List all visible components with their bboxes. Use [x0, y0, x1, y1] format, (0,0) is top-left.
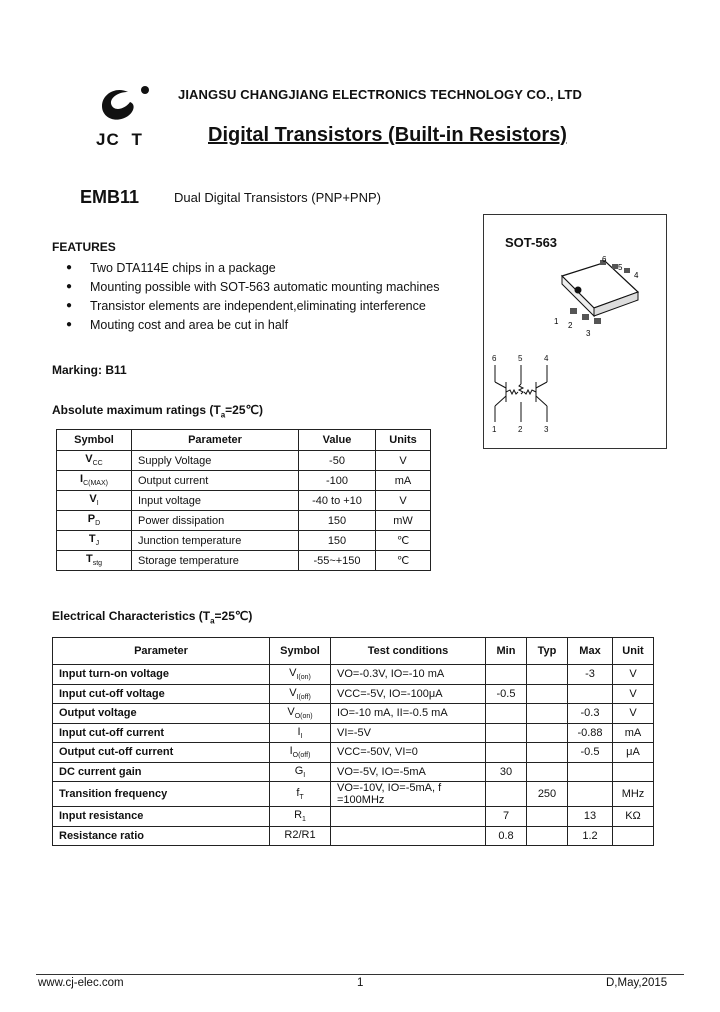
table-row — [53, 704, 654, 724]
parameter-cell: DC current gain — [53, 762, 270, 782]
value-cell: -40 to +10 — [299, 491, 376, 511]
symbol-cell: $I_{O(off)}$ — [270, 743, 331, 763]
part-description: Dual Digital Transistors (PNP+PNP) — [174, 190, 381, 205]
column-header: Min — [486, 638, 527, 665]
table-row — [57, 531, 431, 551]
table-row — [57, 551, 431, 571]
unit-cell: KΩ — [613, 807, 654, 827]
max-cell — [568, 684, 613, 704]
part-number: EMB11 — [80, 187, 140, 207]
symbol-cell: $T_J$ — [57, 531, 132, 551]
unit-cell: μA — [613, 743, 654, 763]
pin-label: 2 — [518, 425, 523, 434]
unit-cell: mW — [376, 511, 431, 531]
footer-website: www.cj-elec.com — [38, 977, 124, 989]
features-heading: FEATURES — [52, 240, 116, 254]
symbol-cell: $T_{stg}$ — [57, 551, 132, 571]
abs-max-heading: Absolute maximum ratings $(T_a=25℃)$ — [52, 403, 263, 420]
symbol-cell: R2/R1 — [270, 826, 331, 846]
typ-cell — [527, 704, 568, 724]
symbol-cell: $I_{C(MAX)}$ — [57, 471, 132, 491]
max-cell: -0.3 — [568, 704, 613, 724]
company-logo — [92, 82, 156, 130]
symbol-cell: $V_{I(on)}$ — [270, 665, 331, 685]
condition-cell: VO=-10V, IO=-5mA, f =100MHz — [331, 782, 486, 807]
typ-cell — [527, 826, 568, 846]
column-header: Value — [299, 430, 376, 451]
parameter-cell: Junction temperature — [132, 531, 299, 551]
min-cell — [486, 743, 527, 763]
condition-cell: VI=-5V — [331, 723, 486, 743]
unit-cell: ℃ — [376, 551, 431, 571]
table-header-row — [53, 638, 654, 665]
pin-label: 4 — [544, 354, 549, 363]
unit-cell: V — [613, 704, 654, 724]
feature-item: ● Transistor elements are independent,eliminating interference — [66, 298, 426, 313]
unit-cell: mA — [613, 723, 654, 743]
column-header: Parameter — [132, 430, 299, 451]
bullet-icon: ● — [66, 319, 73, 330]
value-cell: 150 — [299, 511, 376, 531]
parameter-cell: Input turn-on voltage — [53, 665, 270, 685]
column-header: Parameter — [53, 638, 270, 665]
unit-cell — [613, 762, 654, 782]
table-row — [53, 665, 654, 685]
pin-label: 1 — [492, 425, 497, 434]
parameter-cell: Output cut-off current — [53, 743, 270, 763]
parameter-cell: Storage temperature — [132, 551, 299, 571]
parameter-cell: Transition frequency — [53, 782, 270, 807]
value-cell: 150 — [299, 531, 376, 551]
max-cell — [568, 782, 613, 807]
table-row — [53, 782, 654, 807]
feature-item: ● Mounting possible with SOT-563 automatic mounting machines — [66, 279, 440, 294]
parameter-cell: Input resistance — [53, 807, 270, 827]
unit-cell: MHz — [613, 782, 654, 807]
typ-cell — [527, 743, 568, 763]
typ-cell: 250 — [527, 782, 568, 807]
unit-cell: mA — [376, 471, 431, 491]
min-cell: 7 — [486, 807, 527, 827]
marking: Marking: B11 — [52, 363, 127, 377]
column-header: Symbol — [270, 638, 331, 665]
parameter-cell: Input cut-off current — [53, 723, 270, 743]
table-row — [53, 723, 654, 743]
symbol-cell: $R_1$ — [270, 807, 331, 827]
max-cell: -0.5 — [568, 743, 613, 763]
unit-cell: V — [376, 451, 431, 471]
pin-label: 4 — [634, 271, 639, 280]
table-row — [53, 807, 654, 827]
feature-item: ● Mouting cost and area be cut in half — [66, 317, 289, 332]
max-cell — [568, 762, 613, 782]
logo-text: JC T — [96, 130, 143, 149]
parameter-cell: Supply Voltage — [132, 451, 299, 471]
condition-cell: VO=-5V, IO=-5mA — [331, 762, 486, 782]
symbol-cell: $V_{CC}$ — [57, 451, 132, 471]
symbol-cell: $V_{O(on)}$ — [270, 704, 331, 724]
bullet-icon: ● — [66, 300, 73, 311]
symbol-cell: $V_I$ — [57, 491, 132, 511]
table-row — [53, 826, 654, 846]
unit-cell: ℃ — [376, 531, 431, 551]
typ-cell — [527, 684, 568, 704]
column-header: Max — [568, 638, 613, 665]
footer-divider — [36, 974, 684, 975]
parameter-cell: Input cut-off voltage — [53, 684, 270, 704]
footer-page-number: 1 — [357, 977, 364, 989]
value-cell: -55~+150 — [299, 551, 376, 571]
condition-cell — [331, 807, 486, 827]
pin-label: 5 — [518, 354, 523, 363]
bullet-icon: ● — [66, 262, 73, 273]
typ-cell — [527, 762, 568, 782]
package-label: SOT-563 — [505, 235, 558, 250]
feature-item: ● Two DTA114E chips in a package — [66, 260, 276, 275]
elec-heading: Electrical Characteristics $(T_a=25℃)$ — [52, 609, 253, 626]
unit-cell: V — [376, 491, 431, 511]
unit-cell — [613, 826, 654, 846]
package-drawing — [548, 254, 648, 338]
parameter-cell: Output voltage — [53, 704, 270, 724]
pin-label: 1 — [554, 317, 559, 326]
column-header: Units — [376, 430, 431, 451]
symbol-cell: $I_I$ — [270, 723, 331, 743]
pin-label: 2 — [568, 321, 573, 330]
table-row — [57, 451, 431, 471]
typ-cell — [527, 723, 568, 743]
pin-label: 3 — [586, 329, 591, 338]
typ-cell — [527, 807, 568, 827]
column-header: Unit — [613, 638, 654, 665]
table-row — [53, 684, 654, 704]
min-cell: 30 — [486, 762, 527, 782]
bullet-icon: ● — [66, 281, 73, 292]
max-cell: 1.2 — [568, 826, 613, 846]
min-cell — [486, 665, 527, 685]
unit-cell: V — [613, 684, 654, 704]
abs-max-table — [56, 429, 431, 571]
table-row — [53, 762, 654, 782]
pin-label: 5 — [618, 263, 623, 272]
symbol-cell: $P_D$ — [57, 511, 132, 531]
max-cell: -0.88 — [568, 723, 613, 743]
elec-table — [52, 637, 654, 846]
unit-cell: V — [613, 665, 654, 685]
condition-cell: VCC=-5V, IO=-100μA — [331, 684, 486, 704]
min-cell — [486, 723, 527, 743]
max-cell: -3 — [568, 665, 613, 685]
pin-label: 6 — [602, 255, 607, 264]
features-list — [66, 258, 440, 334]
pin-label: 3 — [544, 425, 549, 434]
table-row — [53, 743, 654, 763]
parameter-cell: Output current — [132, 471, 299, 491]
column-header: Typ — [527, 638, 568, 665]
min-cell — [486, 782, 527, 807]
table-row — [57, 491, 431, 511]
table-row — [57, 471, 431, 491]
condition-cell: VO=-0.3V, IO=-10 mA — [331, 665, 486, 685]
typ-cell — [527, 665, 568, 685]
min-cell: 0.8 — [486, 826, 527, 846]
min-cell — [486, 704, 527, 724]
footer-date: D,May,2015 — [606, 977, 668, 989]
page-title: Digital Transistors (Built-in Resistors) — [208, 124, 567, 146]
symbol-cell: $f_T$ — [270, 782, 331, 807]
value-cell: -50 — [299, 451, 376, 471]
condition-cell — [331, 826, 486, 846]
parameter-cell: Resistance ratio — [53, 826, 270, 846]
symbol-cell: $V_{I(off)}$ — [270, 684, 331, 704]
table-row — [57, 511, 431, 531]
min-cell: -0.5 — [486, 684, 527, 704]
table-header-row — [57, 430, 431, 451]
column-header: Symbol — [57, 430, 132, 451]
condition-cell: IO=-10 mA, II=-0.5 mA — [331, 704, 486, 724]
company-name: JIANGSU CHANGJIANG ELECTRONICS TECHNOLOGY CO., LTD — [178, 87, 582, 102]
column-header: Test conditions — [331, 638, 486, 665]
symbol-cell: $G_I$ — [270, 762, 331, 782]
circuit-diagram — [486, 352, 562, 436]
condition-cell: VCC=-50V, VI=0 — [331, 743, 486, 763]
max-cell: 13 — [568, 807, 613, 827]
pin-label: 6 — [492, 354, 497, 363]
value-cell: -100 — [299, 471, 376, 491]
parameter-cell: Power dissipation — [132, 511, 299, 531]
parameter-cell: Input voltage — [132, 491, 299, 511]
